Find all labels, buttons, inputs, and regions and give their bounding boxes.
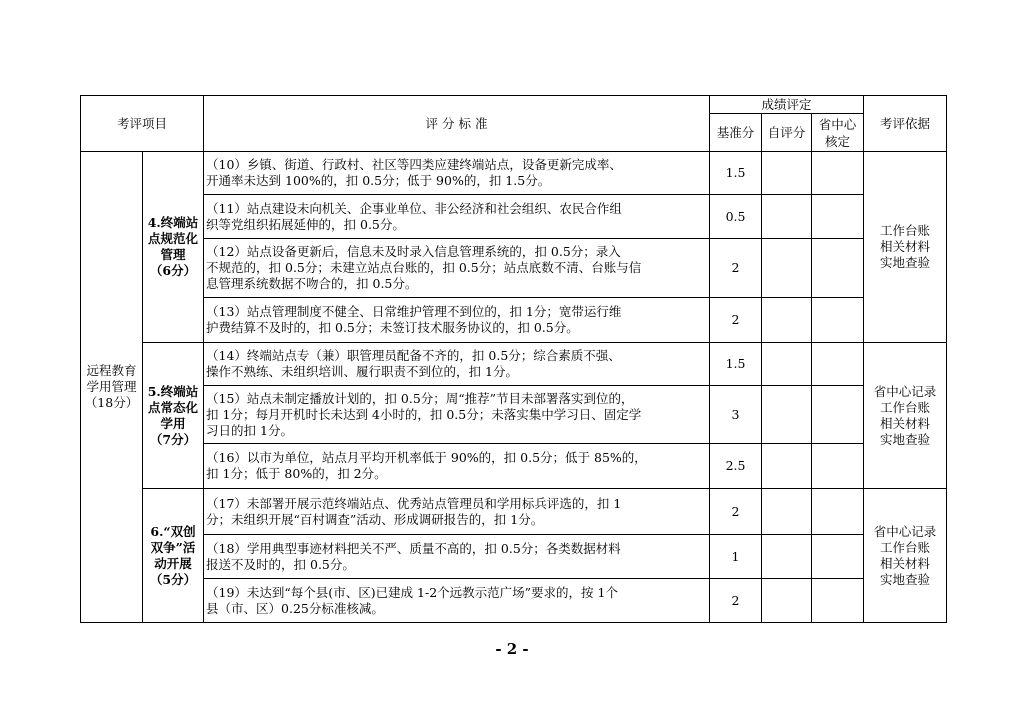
criteria-line: 护费结算不及时的，扣 0.5分；未签订技术服务协议的，扣 0.5分。 xyxy=(206,320,579,335)
criteria-cell xyxy=(204,535,710,579)
base-score-cell: 1 xyxy=(710,535,762,579)
criteria-line: （13）站点管理制度不健全、日常维护管理不到位的，扣 1分；宽带运行维 xyxy=(206,304,622,319)
criteria-line: （17）未部署开展示范终端站点、优秀站点管理员和学用标兵评选的，扣 1 xyxy=(206,495,622,511)
sub-item-cell xyxy=(143,152,204,343)
basis-line: 相关材料 xyxy=(880,555,931,571)
evaluation-table xyxy=(80,95,947,623)
table-row xyxy=(81,489,947,535)
criteria-cell xyxy=(204,239,710,298)
table-row xyxy=(81,239,947,298)
basis-line: 省中心记录 xyxy=(873,383,937,399)
criteria-line: 息管理系统数据不吻合的，扣 0.5分。 xyxy=(206,276,418,291)
basis-line: 工作台账 xyxy=(880,399,931,415)
self-score-cell[interactable] xyxy=(762,239,812,298)
criteria-line: （14）终端站点专（兼）职管理员配备不齐的，扣 0.5分；综合素质不强、 xyxy=(206,348,621,363)
criteria-cell xyxy=(204,489,710,535)
sub-item-line: 动开展 xyxy=(154,555,192,571)
province-score-cell[interactable] xyxy=(812,535,864,579)
base-score-cell: 0.5 xyxy=(710,195,762,239)
basis-line: 实地查验 xyxy=(880,431,931,447)
header-score-eval: 成绩评定 xyxy=(710,96,864,114)
province-score-cell[interactable] xyxy=(812,298,864,343)
province-score-cell[interactable] xyxy=(812,444,864,489)
table-row xyxy=(81,195,947,239)
base-score-cell: 2 xyxy=(710,298,762,343)
sub-item-cell xyxy=(143,343,204,489)
project-line3: （18分） xyxy=(84,395,139,410)
table-row xyxy=(81,152,947,195)
basis-cell xyxy=(864,489,947,623)
criteria-line: （15）站点未制定播放计划的，扣 0.5分；周“推荐”节目未部署落实到位的， xyxy=(206,390,634,406)
criteria-cell xyxy=(204,298,710,343)
base-score-cell: 2.5 xyxy=(710,444,762,489)
criteria-cell xyxy=(204,444,710,489)
criteria-cell xyxy=(204,195,710,239)
province-score-cell[interactable] xyxy=(812,343,864,386)
criteria-line: 织等党组织拓展延伸的，扣 0.5分。 xyxy=(206,216,405,232)
sub-item-line: 6.“双创 xyxy=(150,523,196,539)
sub-item-line: 4.终端站 xyxy=(147,215,199,230)
sub-item-line: （7分） xyxy=(149,431,197,447)
criteria-line: （16）以市为单位，站点月平均开机率低于 90%的，扣 0.5分；低于 85%的， xyxy=(206,450,647,465)
sub-item-line: 学用 xyxy=(160,415,186,431)
sub-item-line: （5分） xyxy=(149,571,197,587)
criteria-line: （10）乡镇、街道、行政村、社区等四类应建终端站点，设备更新完成率、 xyxy=(206,157,622,172)
base-score-cell: 2 xyxy=(710,579,762,623)
province-score-cell[interactable] xyxy=(812,489,864,535)
header-self: 自评分 xyxy=(762,114,812,152)
project-cell xyxy=(81,152,143,623)
table-row xyxy=(81,298,947,343)
base-score-cell: 2 xyxy=(710,489,762,535)
base-score-cell: 3 xyxy=(710,386,762,444)
province-score-cell[interactable] xyxy=(812,386,864,444)
header-province-line2: 核定 xyxy=(825,133,851,149)
basis-cell xyxy=(864,343,947,489)
self-score-cell[interactable] xyxy=(762,386,812,444)
table-row xyxy=(81,343,947,386)
header-project: 考评项目 xyxy=(81,96,204,152)
table-row xyxy=(81,535,947,579)
province-score-cell[interactable] xyxy=(812,579,864,623)
criteria-line: 扣 1分；每月开机时长未达到 4小时的，扣 0.5分；未落实集中学习日、固定学 xyxy=(206,406,642,422)
basis-line: 相关材料 xyxy=(880,239,931,254)
sub-item-line: （6分） xyxy=(149,263,197,278)
criteria-cell xyxy=(204,386,710,444)
criteria-line: （11）站点建设未向机关、企事业单位、非公经济和社会组织、农民合作组 xyxy=(206,200,622,216)
header-province-line1: 省中心 xyxy=(818,116,857,132)
base-score-cell: 2 xyxy=(710,239,762,298)
self-score-cell[interactable] xyxy=(762,489,812,535)
self-score-cell[interactable] xyxy=(762,444,812,489)
basis-line: 工作台账 xyxy=(880,223,931,238)
self-score-cell[interactable] xyxy=(762,152,812,195)
basis-cell xyxy=(864,152,947,343)
sub-item-line: 5.终端站 xyxy=(147,383,199,399)
basis-line: 工作台账 xyxy=(880,539,931,555)
self-score-cell[interactable] xyxy=(762,579,812,623)
basis-line: 实地查验 xyxy=(880,571,931,587)
base-score-cell: 1.5 xyxy=(710,152,762,195)
table-row xyxy=(81,579,947,623)
page-number: - 2 - xyxy=(495,640,529,658)
project-line2: 学用管理 xyxy=(86,379,137,394)
table-row xyxy=(81,386,947,444)
criteria-line: 不规范的，扣 0.5分；未建立站点台账的，扣 0.5分；站点底数不清、台账与信 xyxy=(206,260,642,275)
sub-item-line: 点规范化 xyxy=(148,231,199,246)
criteria-cell xyxy=(204,343,710,386)
province-score-cell[interactable] xyxy=(812,239,864,298)
table-row xyxy=(81,444,947,489)
criteria-line: （19）未达到“每个县(市、区)已建成 1-2个远教示范广场”要求的，按 1个 xyxy=(206,584,618,600)
criteria-line: 开通率未达到 100%的，扣 0.5分；低于 90%的，扣 1.5分。 xyxy=(206,173,551,188)
criteria-cell xyxy=(204,152,710,195)
header-province xyxy=(812,114,864,152)
province-score-cell[interactable] xyxy=(812,152,864,195)
sub-item-line: 点常态化 xyxy=(148,399,199,415)
header-basis: 考评依据 xyxy=(864,96,947,152)
sub-item-line: 双争”活 xyxy=(150,539,196,555)
criteria-line: （18）学用典型事迹材料把关不严、质量不高的，扣 0.5分；各类数据材料 xyxy=(206,540,621,556)
base-score-cell: 1.5 xyxy=(710,343,762,386)
criteria-line: 县（市、区）0.25分标准核减。 xyxy=(206,600,384,616)
self-score-cell[interactable] xyxy=(762,195,812,239)
self-score-cell[interactable] xyxy=(762,298,812,343)
criteria-line: 习日的扣 1分。 xyxy=(206,422,293,438)
self-score-cell[interactable] xyxy=(762,343,812,386)
basis-line: 相关材料 xyxy=(880,415,931,431)
criteria-line: 扣 1分；低于 80%的，扣 2分。 xyxy=(206,466,387,481)
header-base: 基准分 xyxy=(710,114,762,152)
sub-item-cell xyxy=(143,489,204,623)
basis-line: 实地查验 xyxy=(880,255,931,270)
self-score-cell[interactable] xyxy=(762,535,812,579)
project-line1: 远程教育 xyxy=(86,363,137,378)
criteria-line: 操作不熟练、未组织培训、履行职责不到位的，扣 1分。 xyxy=(206,364,518,379)
header-standard: 评 分 标 准 xyxy=(204,96,710,152)
criteria-line: 分；未组织开展“百村调查”活动、形成调研报告的，扣 1分。 xyxy=(206,511,544,527)
criteria-line: （12）站点设备更新后，信息未及时录入信息管理系统的，扣 0.5分；录入 xyxy=(206,244,621,259)
criteria-cell xyxy=(204,579,710,623)
sub-item-line: 管理 xyxy=(160,247,186,262)
province-score-cell[interactable] xyxy=(812,195,864,239)
basis-line: 省中心记录 xyxy=(873,523,937,539)
criteria-line: 报送不及时的，扣 0.5分。 xyxy=(206,556,355,572)
